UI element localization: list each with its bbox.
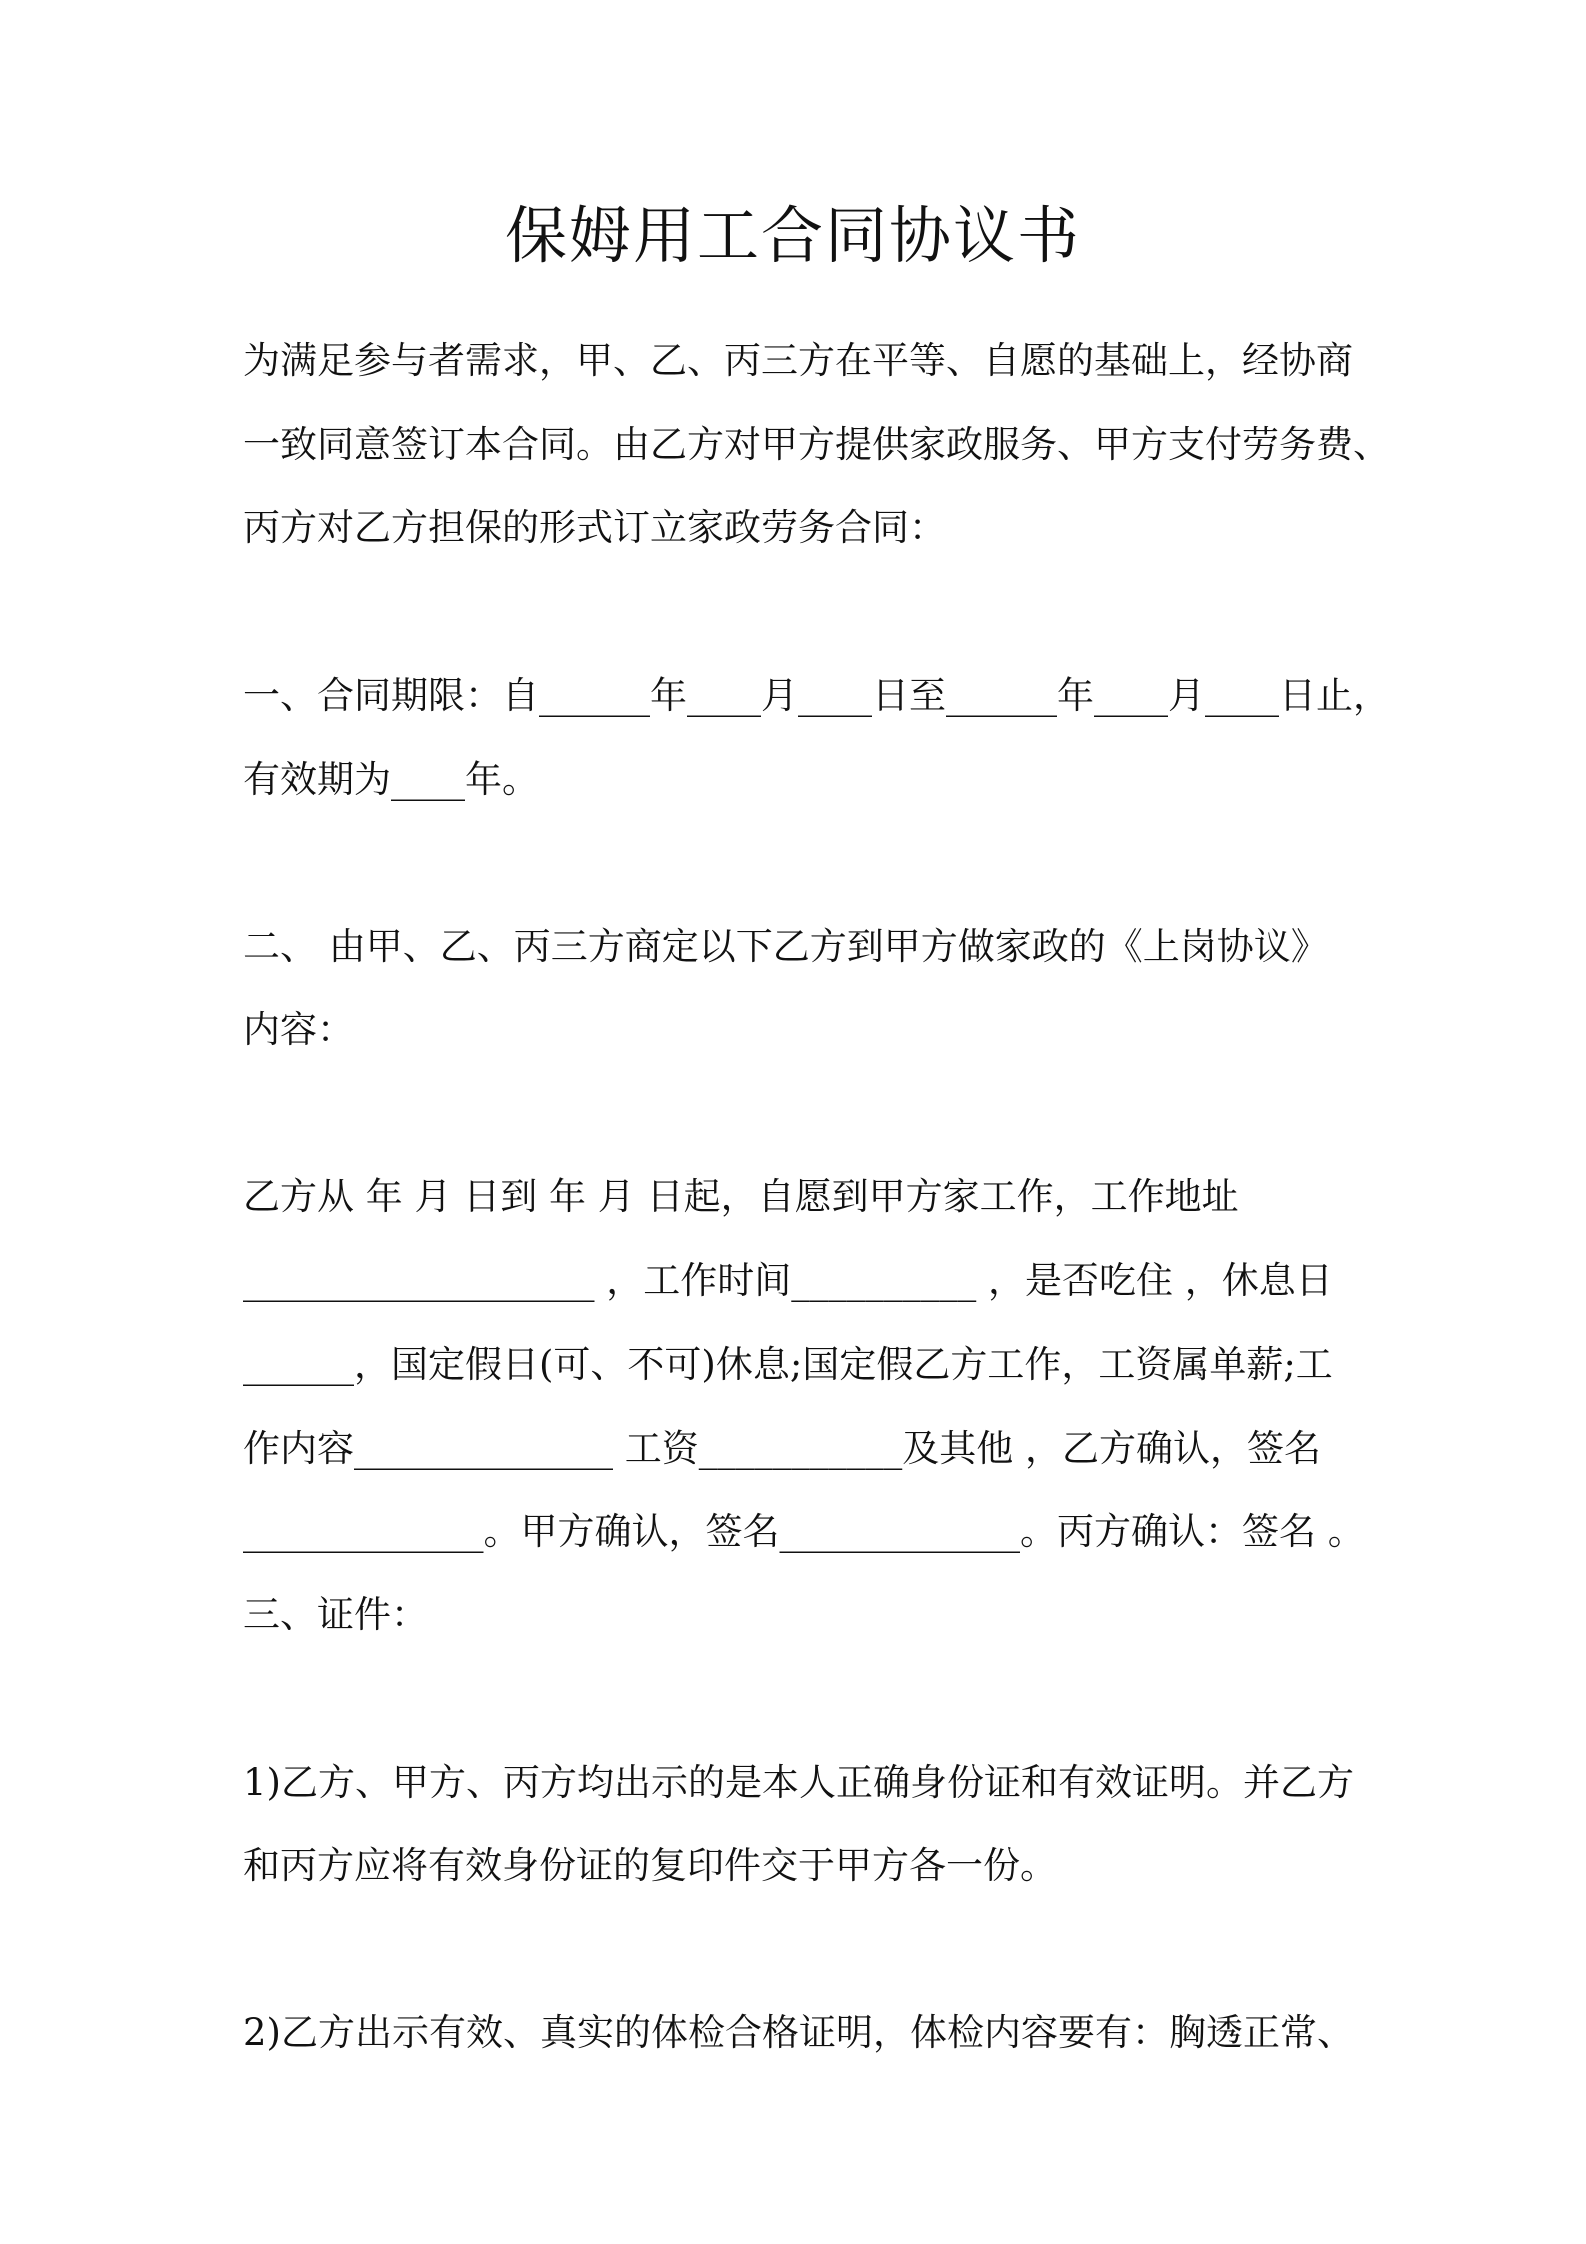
section-2-line-1: 二、 由甲、乙、丙三方商定以下乙方到甲方做家政的《上岗协议》 [243, 925, 1328, 968]
agreement-line-2: ___________________ ，工作时间__________ ，是否吃住 ，休息日 [243, 1259, 1333, 1302]
document-title: 保姆用工合同协议书 [504, 199, 1081, 272]
item-1-line-2: 和丙方应将有效身份证的复印件交于甲方各一份。 [243, 1844, 1057, 1887]
section-3-heading: 三、证件： [243, 1593, 428, 1636]
agreement-line-5: _____________。甲方确认，签名_____________。丙方确认：签名 。 [243, 1510, 1365, 1553]
item-2-line-1: 2)乙方出示有效、真实的体检合格证明，体检内容要有：胸透正常、 [243, 2011, 1354, 2054]
agreement-line-3: ______，国定假日(可、不可)休息;国定假乙方工作，工资属单薪;工 [243, 1343, 1333, 1386]
agreement-line-4: 作内容______________ 工资___________及其他 ，乙方确认，签名 [243, 1427, 1322, 1470]
section-1-line-1: 一、合同期限：自______年____月____日至______年____月____日止， [243, 674, 1390, 717]
intro-line-2: 一致同意签订本合同。由乙方对甲方提供家政服务、甲方支付劳务费、 [243, 423, 1390, 466]
intro-line-1: 为满足参与者需求，甲、乙、丙三方在平等、自愿的基础上，经协商 [243, 339, 1353, 382]
section-2-line-2: 内容： [243, 1008, 354, 1051]
section-1-line-2: 有效期为____年。 [243, 758, 539, 801]
agreement-line-1: 乙方从 年 月 日到 年 月 日起，自愿到甲方家工作，工作地址 [243, 1175, 1239, 1218]
intro-line-3: 丙方对乙方担保的形式订立家政劳务合同： [243, 506, 946, 549]
item-1-line-1: 1)乙方、甲方、丙方均出示的是本人正确身份证和有效证明。并乙方 [243, 1761, 1354, 1804]
